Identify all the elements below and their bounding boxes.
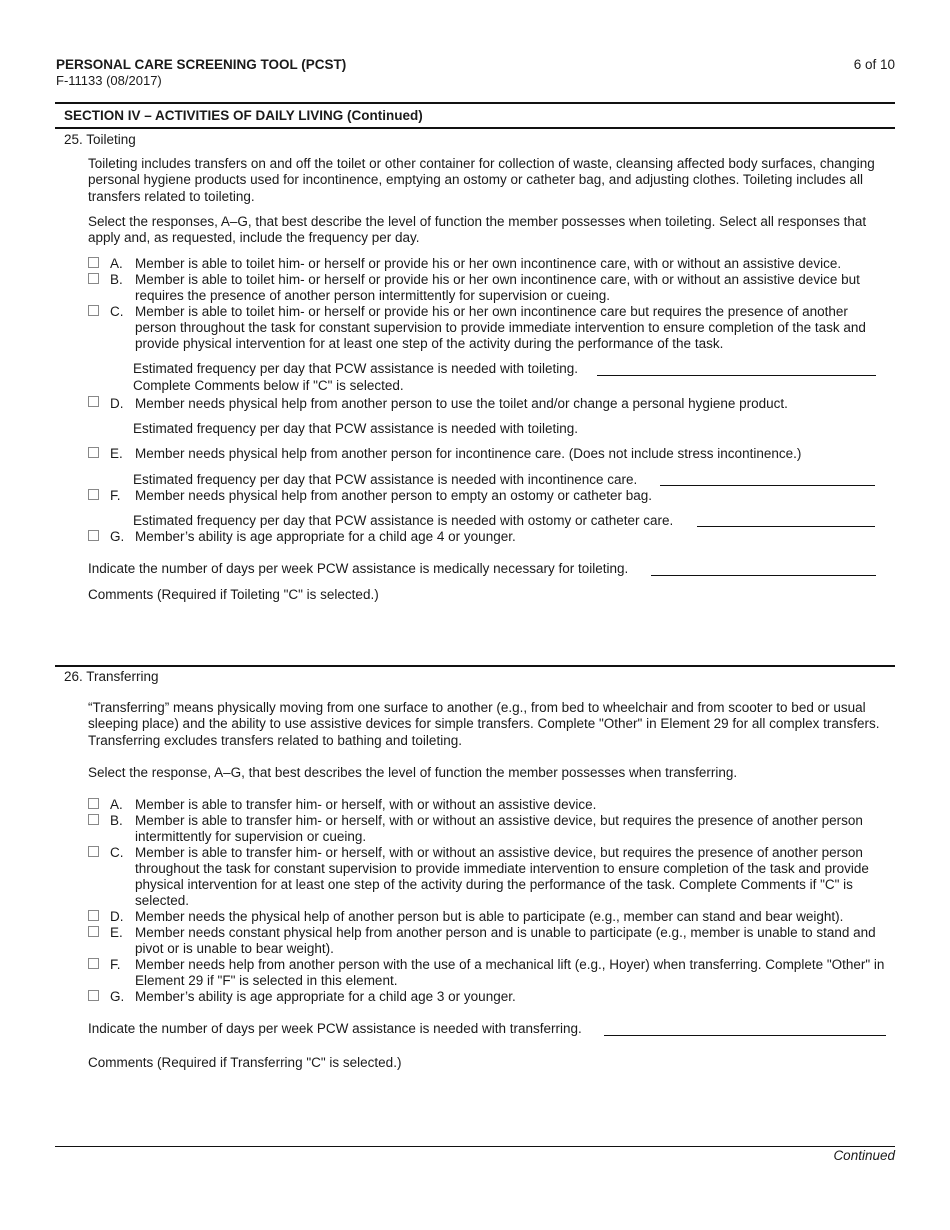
toileting-a-checkbox[interactable] — [88, 257, 99, 268]
toileting-e-text: Member needs physical help from another person for incontinence care. (Does not include stress incontinence.) — [135, 446, 802, 461]
section-bottom-rule — [55, 127, 895, 129]
toileting-freq-c-label: Estimated frequency per day that PCW assistance is needed with toileting. — [133, 361, 578, 376]
page-number: 6 of 10 — [853, 57, 895, 72]
transferring-c-text: Member is able to transfer him- or herself, with or without an assistive device, but requires the presence of another person throughout the task for constant supervision to provide immediate intervention to ensure completion of the task and provide physical intervention for at least one step of the activity during the performance of the task. Complete Comments if "C" is selected. — [135, 845, 869, 908]
footer-rule — [55, 1146, 895, 1147]
transferring-g-text: Member’s ability is age appropriate for a child age 3 or younger. — [135, 989, 516, 1004]
transferring-c-checkbox[interactable] — [88, 846, 99, 857]
toileting-freq-d-label: Estimated frequency per day that PCW assistance is needed with toileting. — [133, 421, 578, 436]
toileting-freq-c-field[interactable] — [597, 375, 876, 376]
toileting-f-checkbox[interactable] — [88, 489, 99, 500]
option-letter: D. — [110, 909, 124, 924]
transferring-e-checkbox[interactable] — [88, 926, 99, 937]
toileting-intro: Toileting includes transfers on and off the toilet or other container for collection of waste, cleansing affected body surfaces, changing personal hygiene products used for incontinence, emptying an ostomy or catheter bag, and adjusting clothes. Toileting includes all transfers related to toileting. — [88, 156, 875, 204]
continued-label: Continued — [833, 1148, 895, 1163]
option-letter: G. — [110, 529, 125, 544]
toileting-complete-c-note: Complete Comments below if "C" is selected. — [133, 378, 404, 393]
option-letter: D. — [110, 396, 124, 411]
option-letter: C. — [110, 845, 124, 860]
form-id: F-11133 (08/2017) — [56, 73, 162, 88]
option-letter: B. — [110, 813, 123, 828]
section-title: SECTION IV – ACTIVITIES OF DAILY LIVING (Continued) — [64, 108, 423, 123]
transferring-a-text: Member is able to transfer him- or herself, with or without an assistive device. — [135, 797, 597, 812]
toileting-days-label: Indicate the number of days per week PCW assistance is medically necessary for toileting. — [88, 561, 629, 576]
transferring-d-text: Member needs the physical help of another person but is able to participate (e.g., member can stand and bear weight). — [135, 909, 844, 924]
toileting-f-text: Member needs physical help from another person to empty an ostomy or catheter bag. — [135, 488, 653, 503]
toileting-instruction: Select the responses, A–G, that best describe the level of function the member possesses when toileting. Select all responses that apply and, as requested, include the frequency per day. — [88, 214, 867, 246]
transferring-heading: 26. Transferring — [64, 669, 159, 684]
toileting-c-text: Member is able to toilet him- or herself or provide his or her own incontinence care but requires the presence of another person throughout the task for constant supervision to provide immediate intervention to ensure completion of the task and provide physical intervention for at least one step of the activity during the performance of the task. — [135, 304, 866, 351]
option-letter: G. — [110, 989, 125, 1004]
toileting-freq-f-field[interactable] — [697, 526, 875, 527]
toileting-d-text: Member needs physical help from another person to use the toilet and/or change a personal hygiene product. — [135, 396, 788, 411]
transferring-b-checkbox[interactable] — [88, 814, 99, 825]
toileting-b-checkbox[interactable] — [88, 273, 99, 284]
transferring-b-text: Member is able to transfer him- or herself, with or without an assistive device, but requires the presence of another person intermittently for supervision or cueing. — [135, 813, 863, 844]
option-letter: E. — [110, 925, 123, 940]
toileting-freq-e-label: Estimated frequency per day that PCW assistance is needed with incontinence care. — [133, 472, 638, 487]
toileting-c-checkbox[interactable] — [88, 305, 99, 316]
transferring-intro: “Transferring” means physically moving from one surface to another (e.g., from bed to wheelchair and from scooter to bed or usual sleeping place) and the ability to use assistive devices for simple transfers. Complete "Other" in Element 29 for all complex transfers. Transferring excludes transfers related to bathing and toileting. — [88, 700, 880, 748]
option-letter: F. — [110, 488, 121, 503]
transferring-a-checkbox[interactable] — [88, 798, 99, 809]
transferring-comments-label: Comments (Required if Transferring "C" is selected.) — [88, 1055, 402, 1070]
option-letter: F. — [110, 957, 121, 972]
transferring-days-label: Indicate the number of days per week PCW assistance is needed with transferring. — [88, 1021, 582, 1036]
transferring-e-text: Member needs constant physical help from another person and is unable to participate (e.g., member is unable to stand and pivot or is unable to bear weight). — [135, 925, 876, 956]
option-letter: B. — [110, 272, 123, 287]
transferring-d-checkbox[interactable] — [88, 910, 99, 921]
toileting-heading: 25. Toileting — [64, 132, 136, 147]
toileting-d-checkbox[interactable] — [88, 396, 99, 407]
transferring-instruction: Select the response, A–G, that best describes the level of function the member possesses when transferring. — [88, 765, 738, 780]
transferring-days-field[interactable] — [604, 1035, 886, 1036]
transferring-g-checkbox[interactable] — [88, 990, 99, 1001]
option-letter: C. — [110, 304, 124, 319]
option-letter: A. — [110, 256, 123, 271]
toileting-g-text: Member’s ability is age appropriate for a child age 4 or younger. — [135, 529, 516, 544]
toileting-freq-f-label: Estimated frequency per day that PCW assistance is needed with ostomy or catheter care. — [133, 513, 674, 528]
toileting-freq-e-field[interactable] — [660, 485, 875, 486]
toileting-a-text: Member is able to toilet him- or herself or provide his or her own incontinence care, with or without an assistive device. — [135, 256, 842, 271]
toileting-comments-label: Comments (Required if Toileting "C" is selected.) — [88, 587, 379, 602]
toileting-e-checkbox[interactable] — [88, 447, 99, 458]
form-title: PERSONAL CARE SCREENING TOOL (PCST) — [56, 57, 347, 72]
toileting-g-checkbox[interactable] — [88, 530, 99, 541]
option-letter: E. — [110, 446, 123, 461]
transferring-f-checkbox[interactable] — [88, 958, 99, 969]
toileting-b-text: Member is able to toilet him- or herself or provide his or her own incontinence care, with or without an assistive device but requires the presence of another person intermittently for supervision or cueing. — [135, 272, 860, 303]
divider-rule — [55, 665, 895, 667]
section-top-rule — [55, 102, 895, 104]
option-letter: A. — [110, 797, 123, 812]
transferring-f-text: Member needs help from another person with the use of a mechanical lift (e.g., Hoyer) when transferring. Complete "Other" in Element 29 if "F" is selected in this element. — [135, 957, 885, 988]
toileting-days-field[interactable] — [651, 575, 876, 576]
